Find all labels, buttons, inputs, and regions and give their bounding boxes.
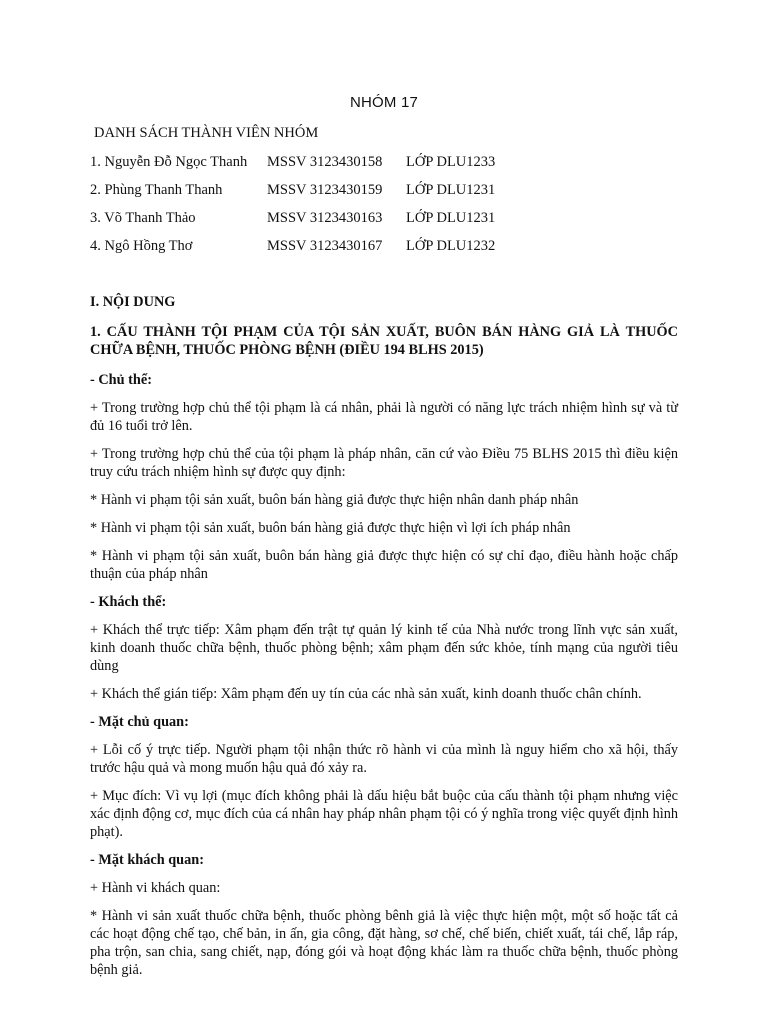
document-content — [90, 293, 678, 989]
member-class: LỚP DLU1231 — [406, 210, 496, 226]
chu-the-heading: - Chủ thể: — [90, 372, 152, 388]
member-mssv: MSSV 3123430163 — [267, 210, 383, 226]
paragraph: + Mục đích: Vì vụ lợi (mục đích không phải là dấu hiệu bắt buộc của cấu thành tội phạm nhưng việc xác định động cơ, mục đích của cá nhân hay pháp nhân phạm tội có ý nghĩa trong việc quyết định hình phạt). — [90, 788, 679, 840]
member-name: 2. Phùng Thanh Thanh — [90, 182, 223, 198]
member-row — [90, 154, 690, 174]
members-heading: DANH SÁCH THÀNH VIÊN NHÓM — [94, 125, 319, 141]
page-title: NHÓM 17 — [349, 94, 419, 111]
paragraph: + Khách thể trực tiếp: Xâm phạm đến trật tự quản lý kinh tế của Nhà nước trong lĩnh vực sản xuất, kinh doanh thuốc chữa bệnh, thuốc phòng bệnh; xâm phạm đến sức khỏe, tính mạng của người tiêu dùng — [90, 622, 678, 674]
member-mssv: MSSV 3123430167 — [267, 238, 383, 254]
paragraph: * Hành vi phạm tội sản xuất, buôn bán hàng giả được thực hiện nhân danh pháp nhân — [90, 492, 579, 508]
khach-quan-heading: - Mặt khách quan: — [90, 852, 204, 868]
khach-the-heading: - Khách thể: — [90, 594, 167, 610]
member-name: 3. Võ Thanh Thảo — [90, 210, 196, 226]
section-heading: I. NỘI DUNG — [90, 294, 176, 310]
member-name: 4. Ngô Hồng Thơ — [90, 238, 193, 254]
paragraph: * Hành vi phạm tội sản xuất, buôn bán hàng giả được thực hiện có sự chỉ đạo, điều hành hoặc chấp thuận của pháp nhân — [90, 548, 678, 582]
member-name: 1. Nguyễn Đỗ Ngọc Thanh — [90, 154, 248, 170]
paragraph: + Hành vi khách quan: — [90, 880, 221, 896]
chu-quan-heading: - Mặt chủ quan: — [90, 714, 189, 730]
member-mssv: MSSV 3123430159 — [267, 182, 383, 198]
member-mssv: MSSV 3123430158 — [267, 154, 383, 170]
paragraph: + Lỗi cố ý trực tiếp. Người phạm tội nhận thức rõ hành vi của mình là nguy hiểm cho xã hội, thấy trước hậu quả và mong muốn hậu quả đó xảy ra. — [90, 742, 678, 776]
paragraph: + Khách thể gián tiếp: Xâm phạm đến uy tín của các nhà sản xuất, kinh doanh thuốc chân chính. — [90, 686, 642, 702]
member-row — [90, 182, 690, 202]
member-class: LỚP DLU1231 — [406, 182, 496, 198]
member-class: LỚP DLU1232 — [406, 238, 496, 254]
member-class: LỚP DLU1233 — [406, 154, 496, 170]
subsection-heading: 1. CẤU THÀNH TỘI PHẠM CỦA TỘI SẢN XUẤT, BUÔN BÁN HÀNG GIẢ LÀ THUỐC CHỮA BỆNH, THUỐC PHÒNG BỆNH (ĐIỀU 194 BLHS 2015) — [90, 324, 678, 358]
paragraph: * Hành vi phạm tội sản xuất, buôn bán hàng giả được thực hiện vì lợi ích pháp nhân — [90, 520, 571, 536]
member-row — [90, 238, 690, 258]
paragraph: * Hành vi sản xuất thuốc chữa bệnh, thuốc phòng bênh giả là việc thực hiện một, một số hoặc tất cả các hoạt động chế tạo, chế bản, in ấn, gia công, đặt hàng, sơ chế, chế biến, chiết xuất, tái chế, lắp ráp, pha trộn, san chia, sang chiết, nạp, đóng gói và hoạt động khác làm ra thuốc chữa bệnh, thuốc phòng bệnh giả. — [90, 908, 678, 978]
paragraph: + Trong trường hợp chủ thể của tội phạm là pháp nhân, căn cứ vào Điều 75 BLHS 2015 thì điều kiện truy cứu trách nhiệm hình sự được quy định: — [90, 446, 678, 480]
member-row — [90, 210, 690, 230]
paragraph: + Trong trường hợp chủ thể tội phạm là cá nhân, phải là người có năng lực trách nhiệm hình sự và từ đủ 16 tuổi trở lên. — [90, 400, 678, 434]
